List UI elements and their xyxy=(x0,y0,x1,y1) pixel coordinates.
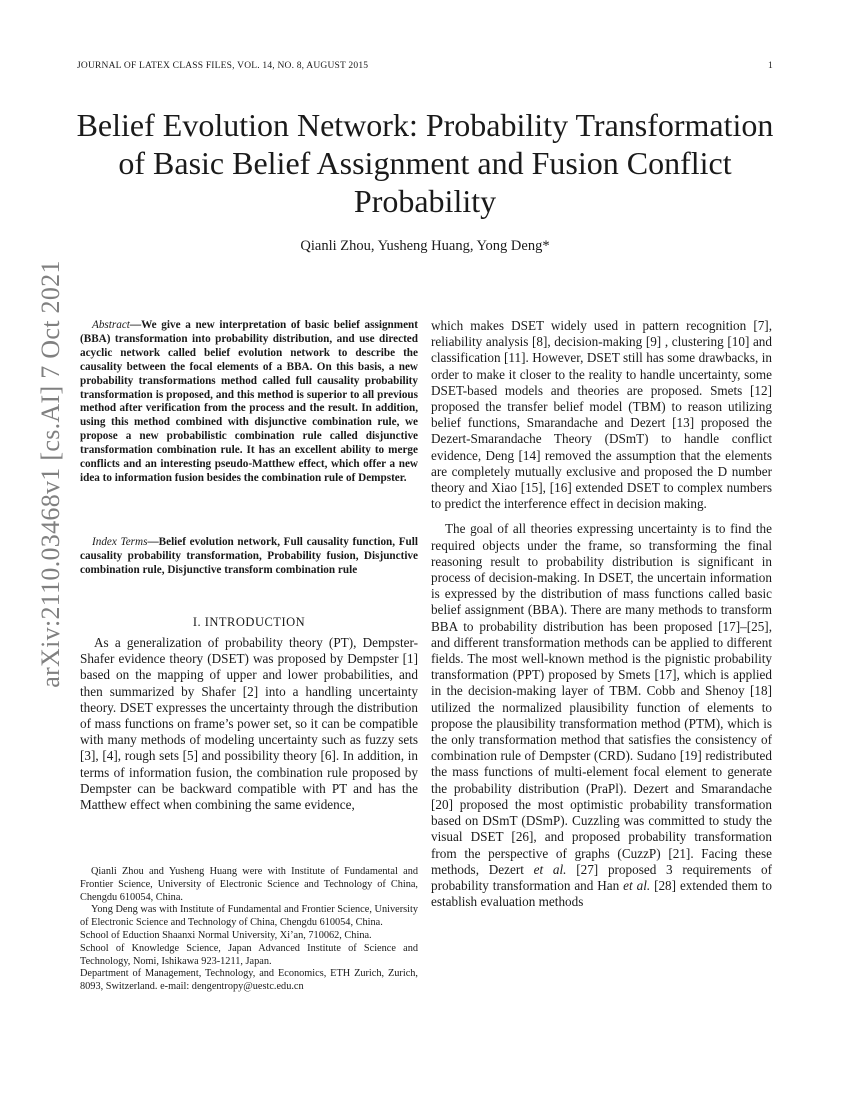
footnote-3: School of Eduction Shaanxi Normal University, Xi’an, 710062, China. xyxy=(80,929,372,941)
footnote-4: School of Knowledge Science, Japan Advanced Institute of Science and Technology, Nomi, Ishikawa 923-1211, Japan. xyxy=(80,942,418,967)
abstract-text: —We give a new interpretation of basic belief assignment (BBA) transformation into probability distribution, and use directed acyclic network called belief evolution network to describe the causality between the focal elements of a BBA. On this basis, a new probability transformations method called full causality probability transformation is proposed, and this method is superior to all previous method after verification from the process and the result. In addition, using this method combined with disjunctive combination rule, we propose a new probabilistic combination rule called disjunctive transformation combination rule. It has an excellent ability to merge conflicts and an interesting pseudo-Matthew effect, which offer a new idea to information fusion besides the combination rule of Dempster. xyxy=(80,319,418,484)
right-paragraph-2-c: [28] extended them to establish evaluation methods xyxy=(431,877,772,910)
right-paragraph-1: which makes DSET widely used in pattern recognition [7], reliability analysis [8], decision-making [9] , clustering [10] and classification [11]. However, DSET still has some drawbacks, in order to make it closer to the reality to handle uncertainty, some DSET-based models and theories are proposed. Smets [12] proposed the transfer belief model (TBM) to reason utilizing belief functions, Smarandache and Dezert [13] proposed the Dezert-Smarandache Theory (DSmT) to handle conflict evidence, Deng [14] removed the assumption that the elements are completely mutually exclusive and proposed the D number theory and Xiao [15], [16] extended DSET to complex numbers to predict the interference effect in decision making. xyxy=(431,318,772,512)
running-header xyxy=(77,61,773,71)
abstract xyxy=(80,319,418,486)
right-column xyxy=(431,318,772,910)
index-terms xyxy=(80,536,418,578)
intro-text: As a generalization of probability theory (PT), Dempster-Shafer evidence theory (DSET) was proposed by Dempster [1] based on the mapping of upper and lower probabilities, and then summarized by Shafer [2] into a handling uncertainty theory. DSET expresses the uncertainty through the distribution of mass functions on frame’s power set, so it can be compatible with many methods of modeling uncertainty such as fuzzy sets [3], [4], rough sets [5] and possibility theory [6]. In addition, in terms of information fusion, the combination rule proposed by Dempster can be backward compatible with PT and has the Matthew effect when combining the same evidence, xyxy=(80,635,418,813)
introduction-paragraph xyxy=(80,635,418,813)
right-paragraph-2 xyxy=(431,521,772,910)
et-al-2: et al. xyxy=(623,877,651,893)
footnote-2: Yong Deng was with Institute of Fundamental and Frontier Science, University of Electronic Science and Technology of China, Chengdu 610054, China. xyxy=(80,904,418,929)
footnote-5: Department of Management, Technology, and Economics, ETH Zurich, Zurich, 8093, Switzerland. e-mail: dengentropy@uestc.edu.cn xyxy=(80,968,418,993)
index-terms-label: Index Terms xyxy=(92,536,148,548)
right-paragraph-2-a: The goal of all theories expressing uncertainty is to find the required objects under the frame, so transforming the final reasoning result to probability distribution is significant in process of decision-making. In DSET, the uncertain information is expressed by the distribution of mass functions called basic belief assignment (BBA). There are many methods to transform BBA to probability distribution has been proposed [17]–[25], and different transformation methods can be applied to different fields. The most well-known method is the pignistic probability transformation (PPT) proposed by Smets [17], which is applied in the decision-making layer of TBM. Cobb and Shenoy [18] utilized the normalized plausibility function of elements to propose the plausibility transformation method (PTM), which is the only transformation method that satisfies the consistency of combination rule of Dempster (CRD). Sudano [19] redistributed the mass functions of multi-element focal element to generate the probability distribution (PraPl). Dezert and Smarandache [20] proposed the most optimistic probability transformation based on DSmT (DSmP). Cuzzling was committed to study the visual DSET [26], and proposed probability transformation from the perspective of graphs (CuzzP) [21]. Facing these methods, Dezert xyxy=(431,521,772,877)
arxiv-stamp-text: arXiv:2110.03468v1 [cs.AI] 7 Oct 2021 xyxy=(36,260,65,688)
section-heading: I. INTRODUCTION xyxy=(192,615,306,629)
index-terms-text: —Belief evolution network, Full causality function, Full causality probability transformation, Probability fusion, Disjunctive combination rule, Disjunctive transform combination rule xyxy=(80,536,418,576)
abstract-label: Abstract xyxy=(92,319,130,331)
footnote-1: Qianli Zhou and Yusheng Huang were with Institute of Fundamental and Frontier Science, University of Electronic Science and Technology of China, Chengdu 610054, China. xyxy=(80,866,418,903)
authors: Qianli Zhou, Yusheng Huang, Yong Deng* xyxy=(300,238,550,254)
paper-title: Belief Evolution Network: Probability Transformation of Basic Belief Assignment and Fusion Conflict Probability xyxy=(76,107,774,219)
et-al-1: et al. xyxy=(533,861,567,877)
footnotes xyxy=(80,866,418,994)
page-number: 1 xyxy=(768,61,773,71)
journal-name: JOURNAL OF LATEX CLASS FILES, VOL. 14, NO. 8, AUGUST 2015 xyxy=(77,61,369,71)
right-paragraph-2-b: [27] proposed 3 requirements of probability transformation and Han xyxy=(431,861,772,893)
